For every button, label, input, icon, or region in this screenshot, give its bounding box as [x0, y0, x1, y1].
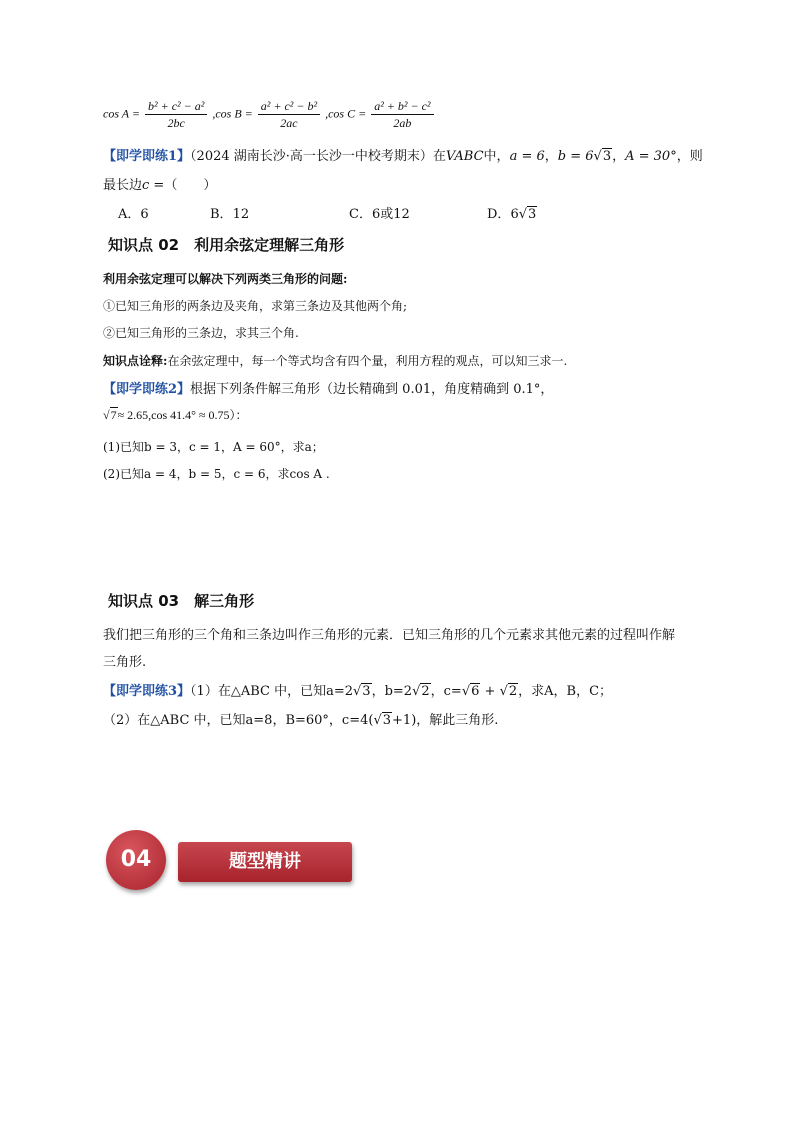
section-title-banner: 题型精讲: [178, 842, 352, 882]
kp3-paragraph-line2: 三角形.: [103, 655, 147, 670]
cosB-label: ,cos B =: [212, 106, 253, 121]
exercise-1-option-a[interactable]: A．6: [118, 207, 149, 222]
cosC-fraction: $\frac{\text{a² + b² − c²}}{2ab}$: [371, 98, 433, 131]
section-number-badge: 04: [106, 830, 166, 890]
sqrt-symbol: √3: [353, 684, 371, 699]
sqrt-symbol: √3: [373, 713, 392, 728]
sqrt-symbol: √2: [412, 684, 430, 699]
cosB-fraction: $\frac{\text{a² + c² − b²}}{2ac}$: [258, 98, 320, 131]
exercise-1-line2: 最长边c =（ ）: [103, 178, 217, 193]
exercise-2-approximations: √7≈ 2.65,cos 41.4° ≈ 0.75）：: [103, 408, 248, 422]
cosA-fraction: $\frac{\text{b² + c² − a²}}{2bc}$: [145, 98, 207, 131]
exercise-2-question-2: (2)已知a = 4，b = 5，c = 6，求cos A .: [103, 467, 330, 481]
exercise-2-line1: 【即学即练2】根据下列条件解三角形（边长精确到 0.01，角度精确到 0.1°，: [103, 382, 554, 397]
exercise-1-option-c[interactable]: C．6或12: [349, 207, 410, 222]
sqrt-symbol: √6: [461, 684, 480, 699]
sqrt-symbol: √7: [103, 408, 117, 422]
exercise-1-option-b[interactable]: B．12: [210, 207, 250, 222]
sqrt-symbol: √3: [518, 207, 537, 222]
sqrt-symbol: √3: [593, 149, 612, 164]
cosC-label: ,cos C =: [325, 106, 367, 121]
exercise-1-option-d[interactable]: D．6√3: [487, 207, 537, 222]
kp2-item-2: ②已知三角形的三条边，求其三个角.: [103, 326, 299, 340]
knowledge-point-03-title: 知识点 03 解三角形: [108, 592, 255, 610]
kp2-intro: 利用余弦定理可以解决下列两类三角形的问题:: [103, 272, 348, 286]
exercise-3-question-1: 【即学即练3】（1）在△ABC 中，已知a=2√3，b=2√2，c=√6 + √2，求A，B，C；: [103, 684, 613, 699]
exercise-1-line1: 【即学即练1】（2024 湖南长沙·高一长沙一中校考期末）在VABC中，a = 6，b = 6√3，A = 30°，则: [103, 149, 703, 164]
sqrt-symbol: √2: [499, 684, 518, 699]
kp2-item-1: ①已知三角形的两条边及夹角，求第三条边及其他两个角;: [103, 299, 408, 313]
kp2-note: 知识点诠释:在余弦定理中，每一个等式均含有四个量，利用方程的观点，可以知三求一.: [103, 354, 568, 368]
exercise-2-tag: 【即学即练2】: [103, 382, 191, 397]
cosA-label: cos A =: [103, 106, 140, 121]
exercise-1-tag: 【即学即练1】: [103, 149, 191, 164]
cosine-law-formula: [103, 98, 436, 131]
exercise-3-tag: 【即学即练3】: [103, 684, 191, 699]
exercise-3-question-2: （2）在△ABC 中，已知a=8，B=60°，c=4(√3+1)，解此三角形.: [103, 713, 499, 728]
knowledge-point-02-title: 知识点 02 利用余弦定理解三角形: [108, 236, 345, 254]
exercise-2-question-1: (1)已知b = 3，c = 1，A = 60°，求a；: [103, 440, 324, 454]
kp3-paragraph-line1: 我们把三角形的三个角和三条边叫作三角形的元素．已知三角形的几个元素求其他元素的过程叫作解: [103, 628, 676, 643]
